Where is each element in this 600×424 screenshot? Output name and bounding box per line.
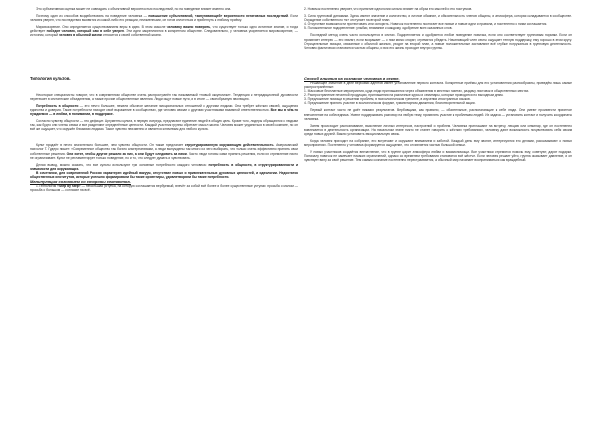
paragraph: Некоторые специалисты говорят, что в современном обществе очень распространён так называемый «новый оккультизм». Тенденция к нетрадиционной духовности перетекает в сектантские объединения, а также прочие общественные явления. Люди ищут новые пути, и в итоге — своеобразную эволюцию. [30,92,298,101]
paragraph: В сочетании, для современной России характерен идейный вакуум, отсутствие новых и привлекательных духовных ценностей, и идеологии. Недостаток общественных институтов, которые успешно формировали бы такие ориентиры, удовлетворяли бы такие потребности. [30,170,298,179]
paragraph: Культ продаёт в нечто значительно большее, чем чувство общности. Он также предлагает структурированную окружающую действительность. Американский психолог Т. Гудерс пишет: «Современное общество так богато альтернативами, а люди вынуждены так много из чего выбирать, что только очень эффективно принять свои собственные решения. Они хотят, чтобы другие решили за них, а они будут следовать за ними. Часто люди готовы сами принять решения, если их стремление никто не ограничивает. Культ не регламентирует только поведение, но и то, что следует думать и чувствовать. [30,143,298,160]
paragraph: 3. Сила групповой динамики. Здесь имеют значение и количество, и личное обаяние, и обязательность членов общины, и атмосфера, которая складывается в сообществе. Осуждение собственного «я» отступает на второй план. [304,14,572,23]
paragraph: Когда человек приходит на собрание, его встречают и окружают вниманием и заботой. Каждый день ему звонят, интересуются его делами, рассказывают о новых мероприятиях. Постепенно у человека формируется ощущение, что он является частью большой семьи. [304,138,572,148]
list-item: 4. Предложение принять участие в экологическом форуме, гуманитарном движении, благотворительной акции. [304,101,476,106]
paragraph: Последний метод очень часто используется в сектах. Подкрепляется и одобряется любое поведение новичка, если оно соответствует групповым нормам. Если он проявляет интерес — его хвалят, если возражает — с ним мягко спорят, стремятся убедить. Начинающий член секты ощущает теплую поддержку, ему хорошо в этом кругу. Отрицательные эмоции, связанные с обычной жизнью, уходят на второй план, а новые положительные заставляют всё глубже погружаться в групповую деятельность. Человек фактически становится частью общины, и вся его жизнь проходит внутри группы. [304,33,572,50]
list-item: 3. Предложение помощи в решении проблем, в психологическом тренинге, в изучении иностранных языков. [304,97,471,102]
paragraph: Делая вывод, можно сказать, что все культы используют три основные потребности каждого человека: потребность в общности, в структурированности и значимости для окружающих. [30,162,298,171]
paragraph: 2. Новичок постепенно уверяет, что принятие идеологии сильно влияет на образ его мыслей и его поступков. [304,7,473,11]
list-item: 2. Распространение печатной продукции, приглашения на различные курсы и семинары, которые проводятся по выходным дням. [304,93,504,98]
paragraph: У новых участников создаётся впечатление, что в группе царит атмосфера любви и взаимопомощи. Все участники стремятся помочь ему, советуют, дарят подарки. Поначалу новичок не замечает никаких ограничений, однако со временем требования становятся всё жёстче. Если человек решает уйти, группа оказывает давление, и он чувствует вину за своё решение. Тем самым сознание постепенно перестраивается, а обычный мир начинает восприниматься как враждебный. [304,150,572,163]
paragraph: 4. Отсутствие возможности протестовать или оспорить. Новичок постепенно постигает все новые и новые идеи и правила, и постепенно с ними соглашается. [304,22,548,27]
paragraph: Мировоззрение. Оно определяется существованием веры в идеи. В этом смысле человеку важно поверить, что существует только одно истинное знание, и тогда действует победит человек, который сам в себе уверен. Эти идеи закрепляются в конкретном обществе. Следовательно, у человека укореняется мировоззрение, — источник, который человек в обычной жизни относится к своей собственной жизни. [30,25,298,38]
paragraph: Потребность в общности — это нечто большее, нежели обычное желание эмоциональных отношений с другими людьми. Она требует жёстких связей, ощущения единства и доверия. Такие потребности находят своё выражение в сообществах, где человек связан с другими участниками взаимной ответственностью. Все мы в чём-то нуждаемся — в любви, в понимании, в поддержке. [30,103,298,116]
paragraph: Согласно чувству общности — это дефицит. Аргументы культа, в первую очередь, предлагают единение людей в общую цель. Кроме того, лидеры обращаются с людьми так, как будто они члены семьи и все разделяют определённые ценности. Каждый участник группы обретает смысл жизни. Человек может уединиться в своей комнате, но он всё же ощущает, что окружён близкими людьми. Такое чувство неизменно и является ключевым для любого культа. [30,119,298,132]
paragraph: Первый контакт часто не даёт никаких результатов. Вербовщики, как правило, — обаятельные, располагающие к себе люди. Они умеют произвести приятное впечатление на собеседника. Умеют поддерживать разговор на любую тему, проявлять участие к проблемам людей. Их задача — установить контакт и получить координаты человека. [304,108,572,121]
list-item: 1. Массовые бесплатные мероприятия, куда люди приглашаются через объявления в местных газетах, раздачу листовок в общественных местах. [304,89,530,94]
paragraph: Решающее значение в деле вербовки адептов имеет установление первого контакта. Конкретные приёмы для его установления разнообразны, приведём лишь самые распространённые: [304,80,572,89]
right-column [304,0,572,424]
paragraph: Затем происходит распознавание, выяснение личных интересов, настроений и проблем. Человека приглашают на встречу, лекцию или семинар, где он постепенно вовлекается в деятельность организации. На начальном этапе никто не станет говорить о жёстких требованиях, человеку дают возможность почувствовать себя своим среди новых друзей. Важно установить эмоциональную связь. [304,123,572,136]
left-column [30,0,298,424]
section-heading: Манипуляция сознанием со стороны сектантов. [30,179,131,185]
paragraph: Поэтому один из способов воздействовать на поведение человека — повышение субъективной, «запугивающей» вероятности негативных последствий. Если человек уверен, что последствия выявятся из какой-либо его реакции, неизменными, он готов сплотиться и прибегнуть к любому приёму. [30,14,298,23]
section-heading: Типология культов. [30,75,71,81]
paragraph: 5. Положительное подкрепление: улыбки, внимание к каждому, одобрение всех сказанных слов. [304,26,453,31]
section-heading: Способ влияния на сознание человека в секте. [304,75,400,81]
paragraph: Это субъективная оценка может не совпадать с объективной вероятностью последствий, но на поведение влияет именно она. [36,7,232,11]
paragraph: 1.Технология «Step by step» — небольшая уступка, на которую соглашается вербуемый, влечёт за собой всё более и более существенные уступки: просьба о малом — просьба о большом — согласие на всё. [30,184,298,193]
